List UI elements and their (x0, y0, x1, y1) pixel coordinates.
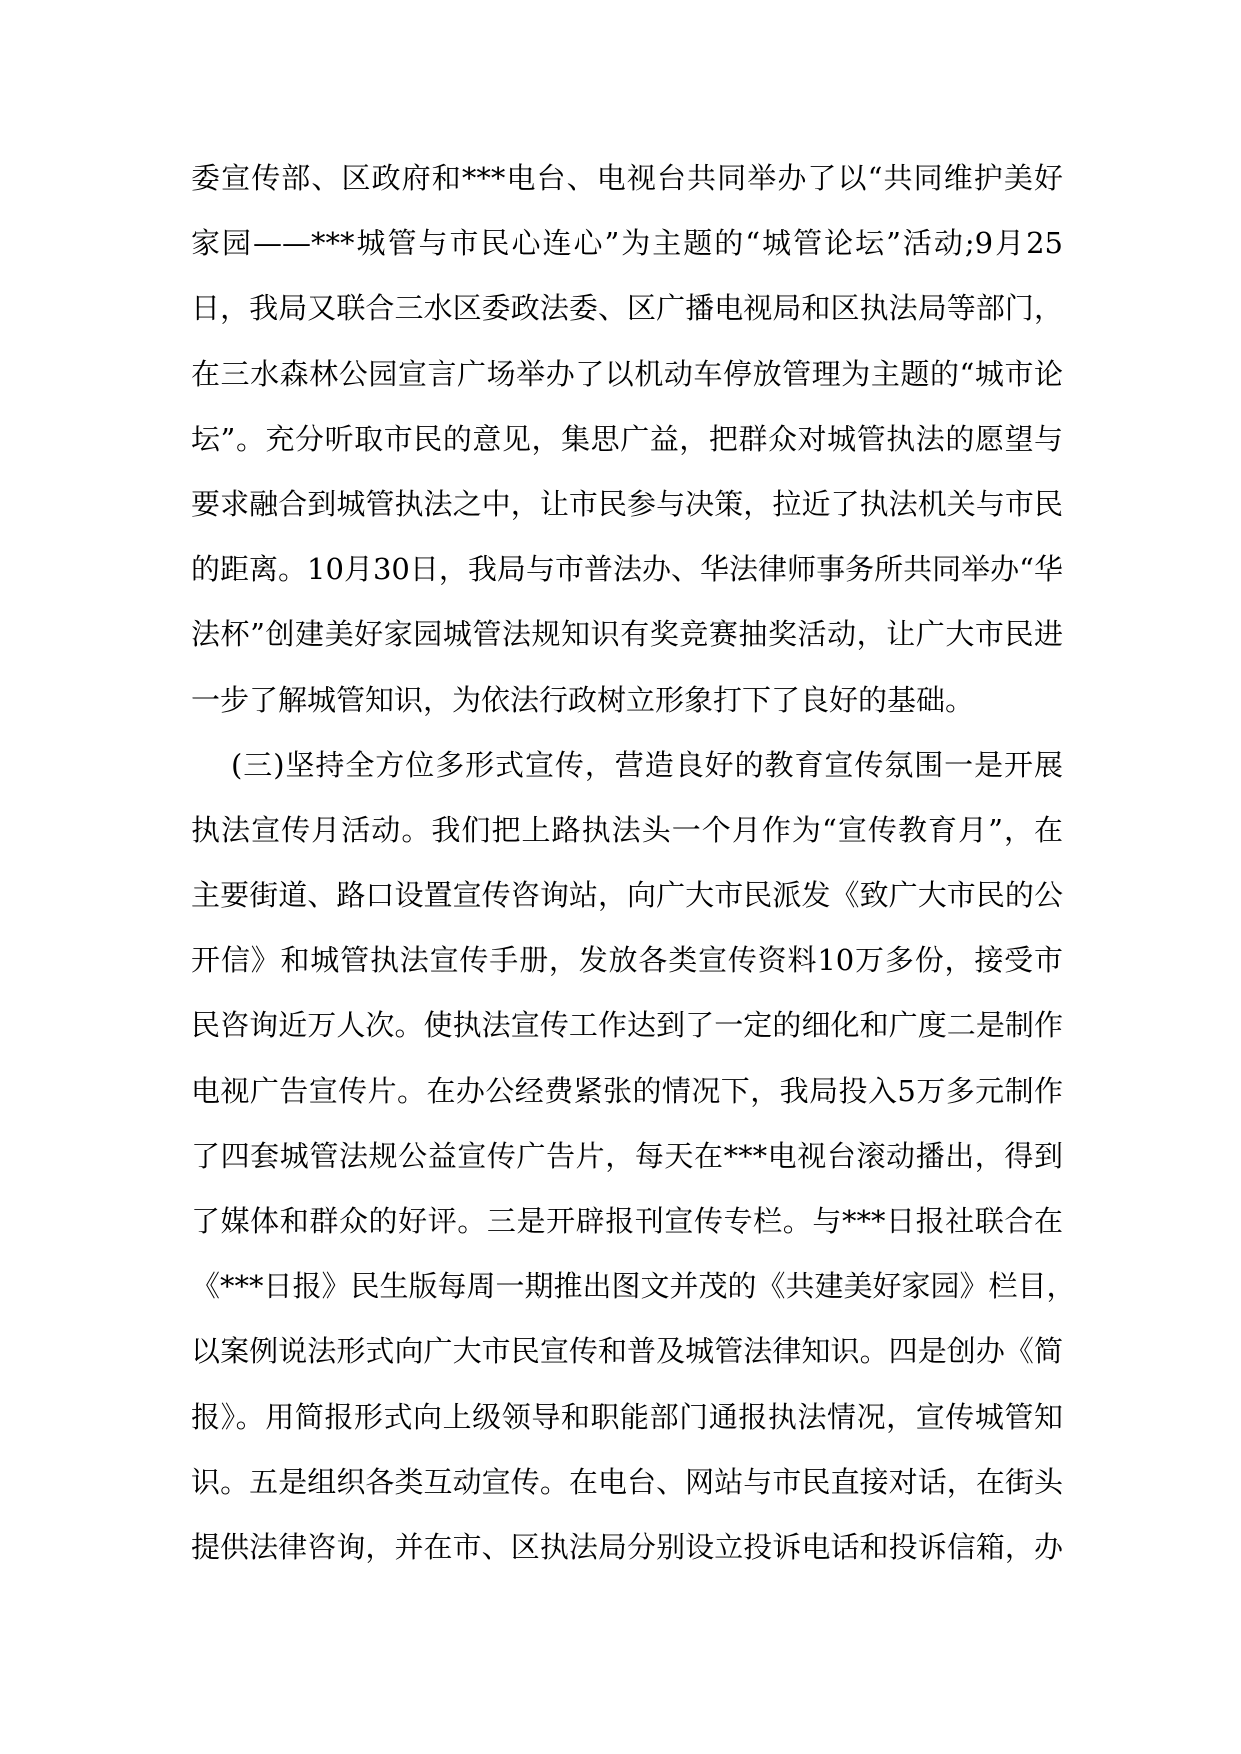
text-line: 家园——***城管与市民心连心”为主题的“城管论坛”活动;9月25 (191, 226, 1063, 261)
text-line: 电视广告宣传片。在办公经费紧张的情况下，我局投入5万多元制作 (191, 1073, 1063, 1108)
text-line: (三)坚持全方位多形式宣传，营造良好的教育宣传氛围一是开展 (231, 747, 1063, 782)
text-line: 主要街道、路口设置宣传咨询站，向广大市民派发《致广大市民的公 (191, 878, 1063, 913)
text-line: 在三水森林公园宣言广场举办了以机动车停放管理为主题的“城市论 (191, 356, 1063, 391)
text-line: 民咨询近万人次。使执法宣传工作达到了一定的细化和广度二是制作 (191, 1008, 1063, 1043)
text-line: 要求融合到城管执法之中，让市民参与决策，拉近了执法机关与市民 (191, 486, 1063, 521)
text-line: 日，我局又联合三水区委政法委、区广播电视局和区执法局等部门， (191, 291, 1063, 326)
text-line: 开信》和城管执法宣传手册，发放各类宣传资料10万多份，接受市 (191, 943, 1063, 978)
text-line: 以案例说法形式向广大市民宣传和普及城管法律知识。四是创办《简 (191, 1334, 1063, 1369)
text-line: 坛”。充分听取市民的意见，集思广益，把群众对城管执法的愿望与 (191, 421, 1063, 456)
body-text (191, 146, 1076, 1580)
text-line: 了四套城管法规公益宣传广告片，每天在***电视台滚动播出，得到 (191, 1138, 1063, 1173)
text-line: 法杯”创建美好家园城管法规知识有奖竞赛抽奖活动，让广大市民进 (191, 617, 1063, 652)
text-line: 委宣传部、区政府和***电台、电视台共同举办了以“共同维护美好 (191, 161, 1063, 195)
paragraph-2 (191, 733, 1076, 1580)
text-line: 报》。用简报形式向上级领导和职能部门通报执法情况，宣传城管知 (191, 1399, 1063, 1434)
paragraph-1 (191, 146, 1063, 733)
text-line: 《***日报》民生版每周一期推出图文并茂的《共建美好家园》栏目， (191, 1269, 1076, 1304)
text-line: 的距离。10月30日，我局与市普法办、华法律师事务所共同举办“华 (191, 552, 1063, 587)
text-line: 识。五是组织各类互动宣传。在电台、网站与市民直接对话，在街头 (191, 1464, 1063, 1499)
text-line: 执法宣传月活动。我们把上路执法头一个月作为“宣传教育月”，在 (191, 812, 1063, 847)
text-line: 提供法律咨询，并在市、区执法局分别设立投诉电话和投诉信箱，办 (191, 1529, 1063, 1564)
text-line: 一步了解城管知识，为依法行政树立形象打下了良好的基础。 (191, 682, 975, 717)
text-line: 了媒体和群众的好评。三是开辟报刊宣传专栏。与***日报社联合在 (191, 1204, 1063, 1238)
